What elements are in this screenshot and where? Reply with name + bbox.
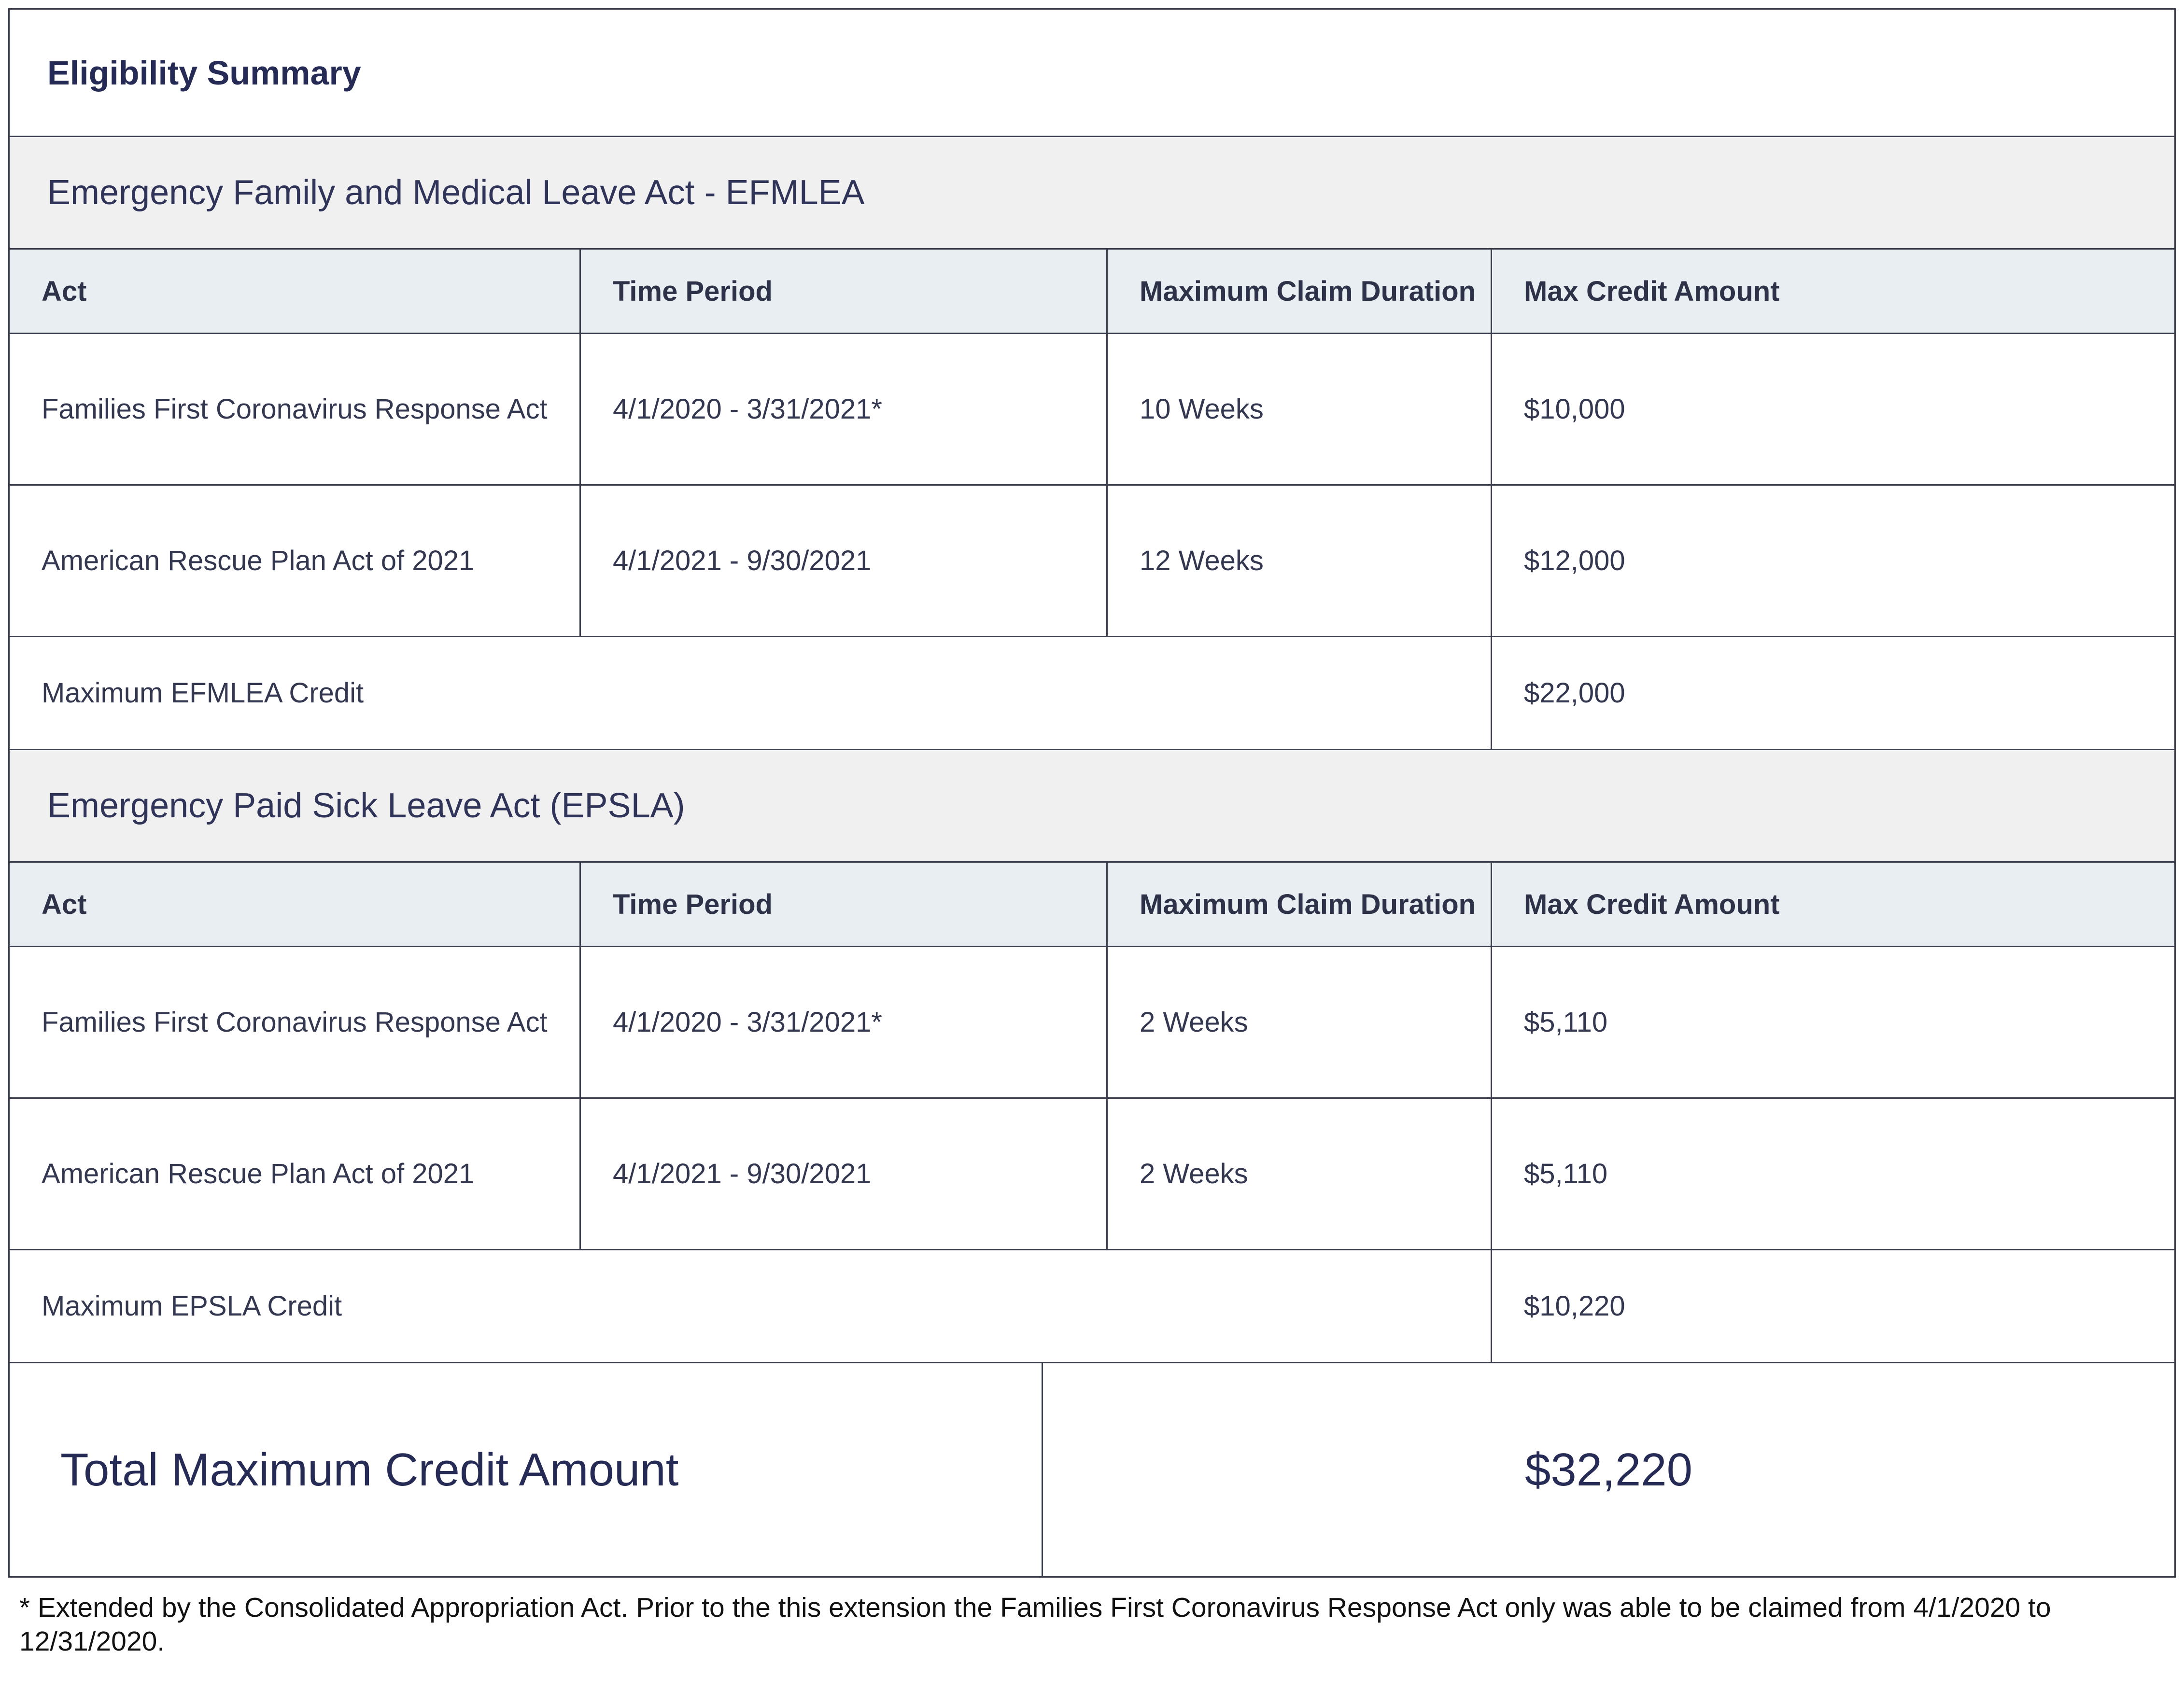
efmlea-section-heading xyxy=(10,137,2174,250)
column-header-time-period: Time Period xyxy=(581,250,1108,333)
epsla-summary-row xyxy=(10,1250,2174,1363)
summary-value: $10,220 xyxy=(1524,1290,1625,1322)
table-row xyxy=(10,1099,2174,1250)
total-row xyxy=(10,1363,2174,1578)
efmlea-header-row xyxy=(10,250,2174,334)
duration-cell: 10 Weeks xyxy=(1108,334,1492,484)
total-value: $32,220 xyxy=(1524,1443,1692,1496)
footnote: * Extended by the Consolidated Appropriation Act. Prior to the this extension the Families First Coronavirus Response Act only was able to be claimed from 4/1/2020 to 12/31/2020. xyxy=(19,1592,2051,1657)
title-bar xyxy=(10,10,2174,137)
epsla-section-heading xyxy=(10,750,2174,863)
efmlea-summary-row xyxy=(10,637,2174,750)
duration-cell: 2 Weeks xyxy=(1108,947,1492,1097)
time-period-cell: 4/1/2020 - 3/31/2021* xyxy=(581,334,1108,484)
column-header-max-credit-amount: Max Credit Amount xyxy=(1524,888,1780,920)
eligibility-summary-table xyxy=(8,8,2176,1578)
section-heading-text: Emergency Paid Sick Leave Act (EPSLA) xyxy=(47,786,685,825)
column-header-max-claim-duration: Maximum Claim Duration xyxy=(1108,863,1492,946)
table-row xyxy=(10,486,2174,637)
column-header-max-claim-duration: Maximum Claim Duration xyxy=(1108,250,1492,333)
total-label: Total Maximum Credit Amount xyxy=(10,1363,1043,1576)
column-header-time-period: Time Period xyxy=(581,863,1108,946)
column-header-max-credit-amount: Max Credit Amount xyxy=(1524,275,1780,307)
time-period-cell: 4/1/2021 - 9/30/2021 xyxy=(581,486,1108,636)
credit-amount-cell: $12,000 xyxy=(1524,545,1625,576)
column-header-act: Act xyxy=(10,863,581,946)
page-title: Eligibility Summary xyxy=(47,54,361,92)
time-period-cell: 4/1/2020 - 3/31/2021* xyxy=(581,947,1108,1097)
table-row xyxy=(10,947,2174,1099)
credit-amount-cell: $5,110 xyxy=(1524,1007,1608,1038)
act-cell: Families First Coronavirus Response Act xyxy=(10,947,581,1097)
act-cell: American Rescue Plan Act of 2021 xyxy=(10,486,581,636)
credit-amount-cell: $10,000 xyxy=(1524,393,1625,425)
table-row xyxy=(10,334,2174,486)
time-period-cell: 4/1/2021 - 9/30/2021 xyxy=(581,1099,1108,1249)
summary-label: Maximum EFMLEA Credit xyxy=(10,637,1492,749)
column-header-act: Act xyxy=(10,250,581,333)
duration-cell: 2 Weeks xyxy=(1108,1099,1492,1249)
section-heading-text: Emergency Family and Medical Leave Act - EFMLEA xyxy=(47,173,865,212)
duration-cell: 12 Weeks xyxy=(1108,486,1492,636)
credit-amount-cell: $5,110 xyxy=(1524,1158,1608,1190)
act-cell: Families First Coronavirus Response Act xyxy=(10,334,581,484)
act-cell: American Rescue Plan Act of 2021 xyxy=(10,1099,581,1249)
epsla-header-row xyxy=(10,863,2174,947)
summary-value: $22,000 xyxy=(1524,677,1625,709)
summary-label: Maximum EPSLA Credit xyxy=(10,1250,1492,1362)
